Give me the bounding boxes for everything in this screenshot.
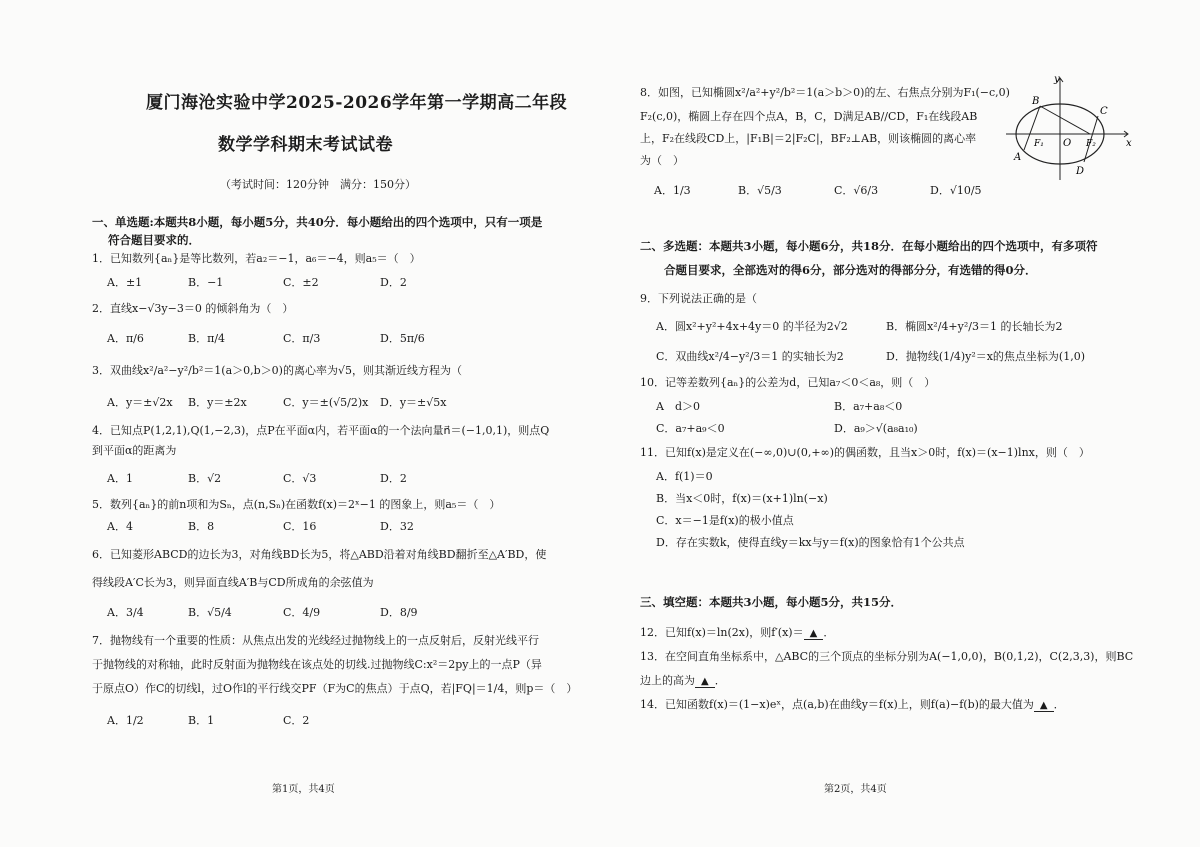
label-x: x (1126, 138, 1132, 149)
q7-option-b: B．1 (188, 714, 215, 727)
q9-option-c: C．双曲线x²/4−y²/3＝1 的实轴长为2 (656, 350, 844, 363)
question-12-end: ． (823, 626, 835, 639)
question-13-end: ． (714, 674, 726, 687)
q8-option-a: A．1/3 (654, 184, 691, 197)
q6-option-c: C．4/9 (283, 606, 321, 619)
q8-option-b: B．√5/3 (738, 184, 782, 197)
label-f2: F₂ (1086, 139, 1096, 149)
q7-option-a: A．1/2 (107, 714, 144, 727)
q1-option-d: D．2 (380, 276, 407, 289)
q2-option-d: D．5π/6 (380, 332, 425, 345)
question-4: 4．已知点P(1,2,1),Q(1,−2,3)，点P在平面α内，若平面α的一个法向量n⃗＝(−1,0,1)，则点Q (92, 424, 550, 437)
question-8-cont2: 上，F₂在线段CD上，|F₁B|＝2|F₂C|，BF₂⊥AB，则该椭圆的离心率 (640, 132, 977, 145)
label-b: B (1032, 96, 1040, 107)
label-o: O (1063, 138, 1072, 149)
question-4-cont: 到平面α的距离为 (92, 444, 177, 457)
section-1-heading: 一、单选题:本题共8小题，每小题5分，共40分．每小题给出的四个选项中，只有一项是 (92, 215, 543, 229)
segment-bf2 (1040, 106, 1090, 134)
q3-option-b: B．y＝±2x (188, 396, 247, 409)
page-2-footer: 第2页，共4页 (824, 784, 887, 795)
question-1: 1．已知数列{aₙ}是等比数列，若a₂＝−1，a₆＝−4，则a₅＝（ ） (92, 252, 421, 265)
label-f1: F₁ (1034, 139, 1044, 149)
question-12 (640, 624, 834, 640)
q9-option-d: D．抛物线(1/4)y²＝x的焦点坐标为(1,0) (886, 350, 1086, 363)
q3-option-c: C．y＝±(√5/2)x (283, 396, 369, 409)
q6-option-a: A．3/4 (107, 606, 144, 619)
q11-option-c: C．x＝−1是f(x)的极小值点 (656, 514, 794, 527)
q2-option-c: C．π/3 (283, 332, 321, 345)
q1-option-a: A．±1 (107, 276, 143, 289)
answer-blank-14[interactable]: ▲ (1034, 700, 1054, 712)
q5-option-c: C．16 (283, 520, 317, 533)
q11-option-b: B．当x＜0时，f(x)＝(x+1)ln(−x) (656, 492, 828, 505)
q7-option-c: C．2 (283, 714, 310, 727)
section-2-heading: 二、多选题：本题共3小题，每小题6分，共18分．在每小题给出的四个选项中，有多项符 (640, 239, 1098, 253)
question-2: 2．直线x−√3y−3＝0 的倾斜角为（ ） (92, 302, 294, 315)
section-3-heading: 三、填空题：本题共3小题，每小题5分，共15分． (640, 595, 903, 609)
label-y: y (1054, 74, 1060, 85)
question-7: 7．抛物线有一个重要的性质：从焦点出发的光线经过抛物线上的一点反射后，反射光线平行 (92, 634, 539, 647)
question-7-cont2: 于原点O）作C的切线l，过O作l的平行线交PF（F为C的焦点）于点Q，若|FQ|＝1/4，则p＝（ ） (92, 682, 578, 695)
label-a: A (1014, 152, 1022, 163)
question-8: 8．如图，已知椭圆x²/a²+y²/b²＝1(a＞b＞0)的左、右焦点分别为F₁(−c,0) (640, 86, 1010, 99)
q11-option-d: D．存在实数k，使得直线y＝kx与y＝f(x)的图象恰有1个公共点 (656, 536, 965, 549)
q5-option-d: D．32 (380, 520, 414, 533)
exam-page-2 (600, 0, 1200, 847)
exam-title: 厦门海沧实验中学2025-2026学年第一学期高二年段 (146, 93, 568, 113)
q8-option-c: C．√6/3 (834, 184, 879, 197)
q1-option-c: C．±2 (283, 276, 319, 289)
section-2-heading-cont: 合题目要求，全部选对的得6分，部分选对的得部分分，有选错的得0分． (664, 263, 1037, 277)
question-8-cont3: 为（ ） (640, 154, 684, 167)
question-7-cont: 于抛物线的对称轴，此时反射面为抛物线在该点处的切线.过抛物线C:x²＝2py上的一点P（异 (92, 658, 542, 671)
q4-option-b: B．√2 (188, 472, 222, 485)
q3-option-a: A．y＝±√2x (107, 396, 173, 409)
question-14-end: ． (1053, 698, 1065, 711)
question-13: 13．在空间直角坐标系中，△ABC的三个顶点的坐标分别为A(−1,0,0)，B(0,1,2)，C(2,3,3)，则BC (640, 650, 1134, 663)
question-9: 9．下列说法正确的是（ (640, 292, 757, 305)
question-6-cont: 得线段A′C长为3，则异面直线A′B与CD所成角的余弦值为 (92, 576, 374, 589)
exam-meta: （考试时间：120分钟 满分：150分） (220, 178, 416, 191)
q10-option-b: B．a₇+a₈＜0 (834, 400, 903, 413)
q2-option-b: B．π/4 (188, 332, 226, 345)
q4-option-d: D．2 (380, 472, 407, 485)
q1-option-b: B．−1 (188, 276, 224, 289)
question-13-cont (640, 672, 726, 688)
answer-blank-13[interactable]: ▲ (695, 676, 715, 688)
section-1-heading-cont: 符合题目要求的． (108, 233, 200, 247)
question-5: 5．数列{aₙ}的前n项和为Sₙ，点(n,Sₙ)在函数f(x)＝2ˣ−1 的图象上，则a₅＝（ ） (92, 498, 501, 511)
question-6: 6．已知菱形ABCD的边长为3，对角线BD长为5，将△ABD沿着对角线BD翻折至△A′BD，使 (92, 548, 547, 561)
q10-option-d: D．a₉＞√(a₈a₁₀) (834, 422, 918, 435)
q6-option-b: B．√5/4 (188, 606, 232, 619)
q6-option-d: D．8/9 (380, 606, 418, 619)
q5-option-a: A．4 (107, 520, 133, 533)
question-8-cont: F₂(c,0)，椭圆上存在四个点A，B，C，D满足AB//CD，F₁在线段AB (640, 110, 978, 123)
question-10: 10．记等差数列{aₙ}的公差为d，已知a₇＜0＜a₈，则（ ） (640, 376, 936, 389)
ellipse-figure (998, 72, 1138, 184)
question-14-text: 14．已知函数f(x)＝(1−x)eˣ，点(a,b)在曲线y＝f(x)上，则f(a)−f(b)的最大值为 (640, 698, 1034, 711)
question-13-text2: 边上的高为 (640, 674, 695, 687)
q10-option-c: C．a₇+a₉＜0 (656, 422, 725, 435)
q10-option-a: A d＞0 (656, 400, 700, 413)
q4-option-a: A．1 (107, 472, 133, 485)
label-c: C (1100, 106, 1108, 117)
question-3: 3．双曲线x²/a²−y²/b²＝1(a＞0,b＞0)的离心率为√5，则其渐近线方程为（ (92, 364, 462, 377)
question-12-text: 12．已知f(x)＝ln(2x)，则f′(x)＝ (640, 626, 804, 639)
exam-subtitle: 数学学科期末考试试卷 (218, 135, 393, 155)
q9-option-b: B．椭圆x²/4+y²/3＝1 的长轴长为2 (886, 320, 1063, 333)
label-d: D (1076, 166, 1085, 177)
answer-blank-12[interactable]: ▲ (804, 628, 824, 640)
q11-option-a: A．f(1)＝0 (656, 470, 713, 483)
q4-option-c: C．√3 (283, 472, 317, 485)
question-14 (640, 696, 1065, 712)
q2-option-a: A．π/6 (107, 332, 144, 345)
page-1-footer: 第1页，共4页 (272, 784, 335, 795)
q5-option-b: B．8 (188, 520, 215, 533)
q8-option-d: D．√10/5 (930, 184, 982, 197)
q3-option-d: D．y＝±√5x (380, 396, 447, 409)
q9-option-a: A．圆x²+y²+4x+4y＝0 的半径为2√2 (656, 320, 848, 333)
question-11: 11．已知f(x)是定义在(−∞,0)∪(0,+∞)的偶函数，且当x＞0时，f(x)＝(x−1)lnx，则（ ） (640, 446, 1090, 459)
